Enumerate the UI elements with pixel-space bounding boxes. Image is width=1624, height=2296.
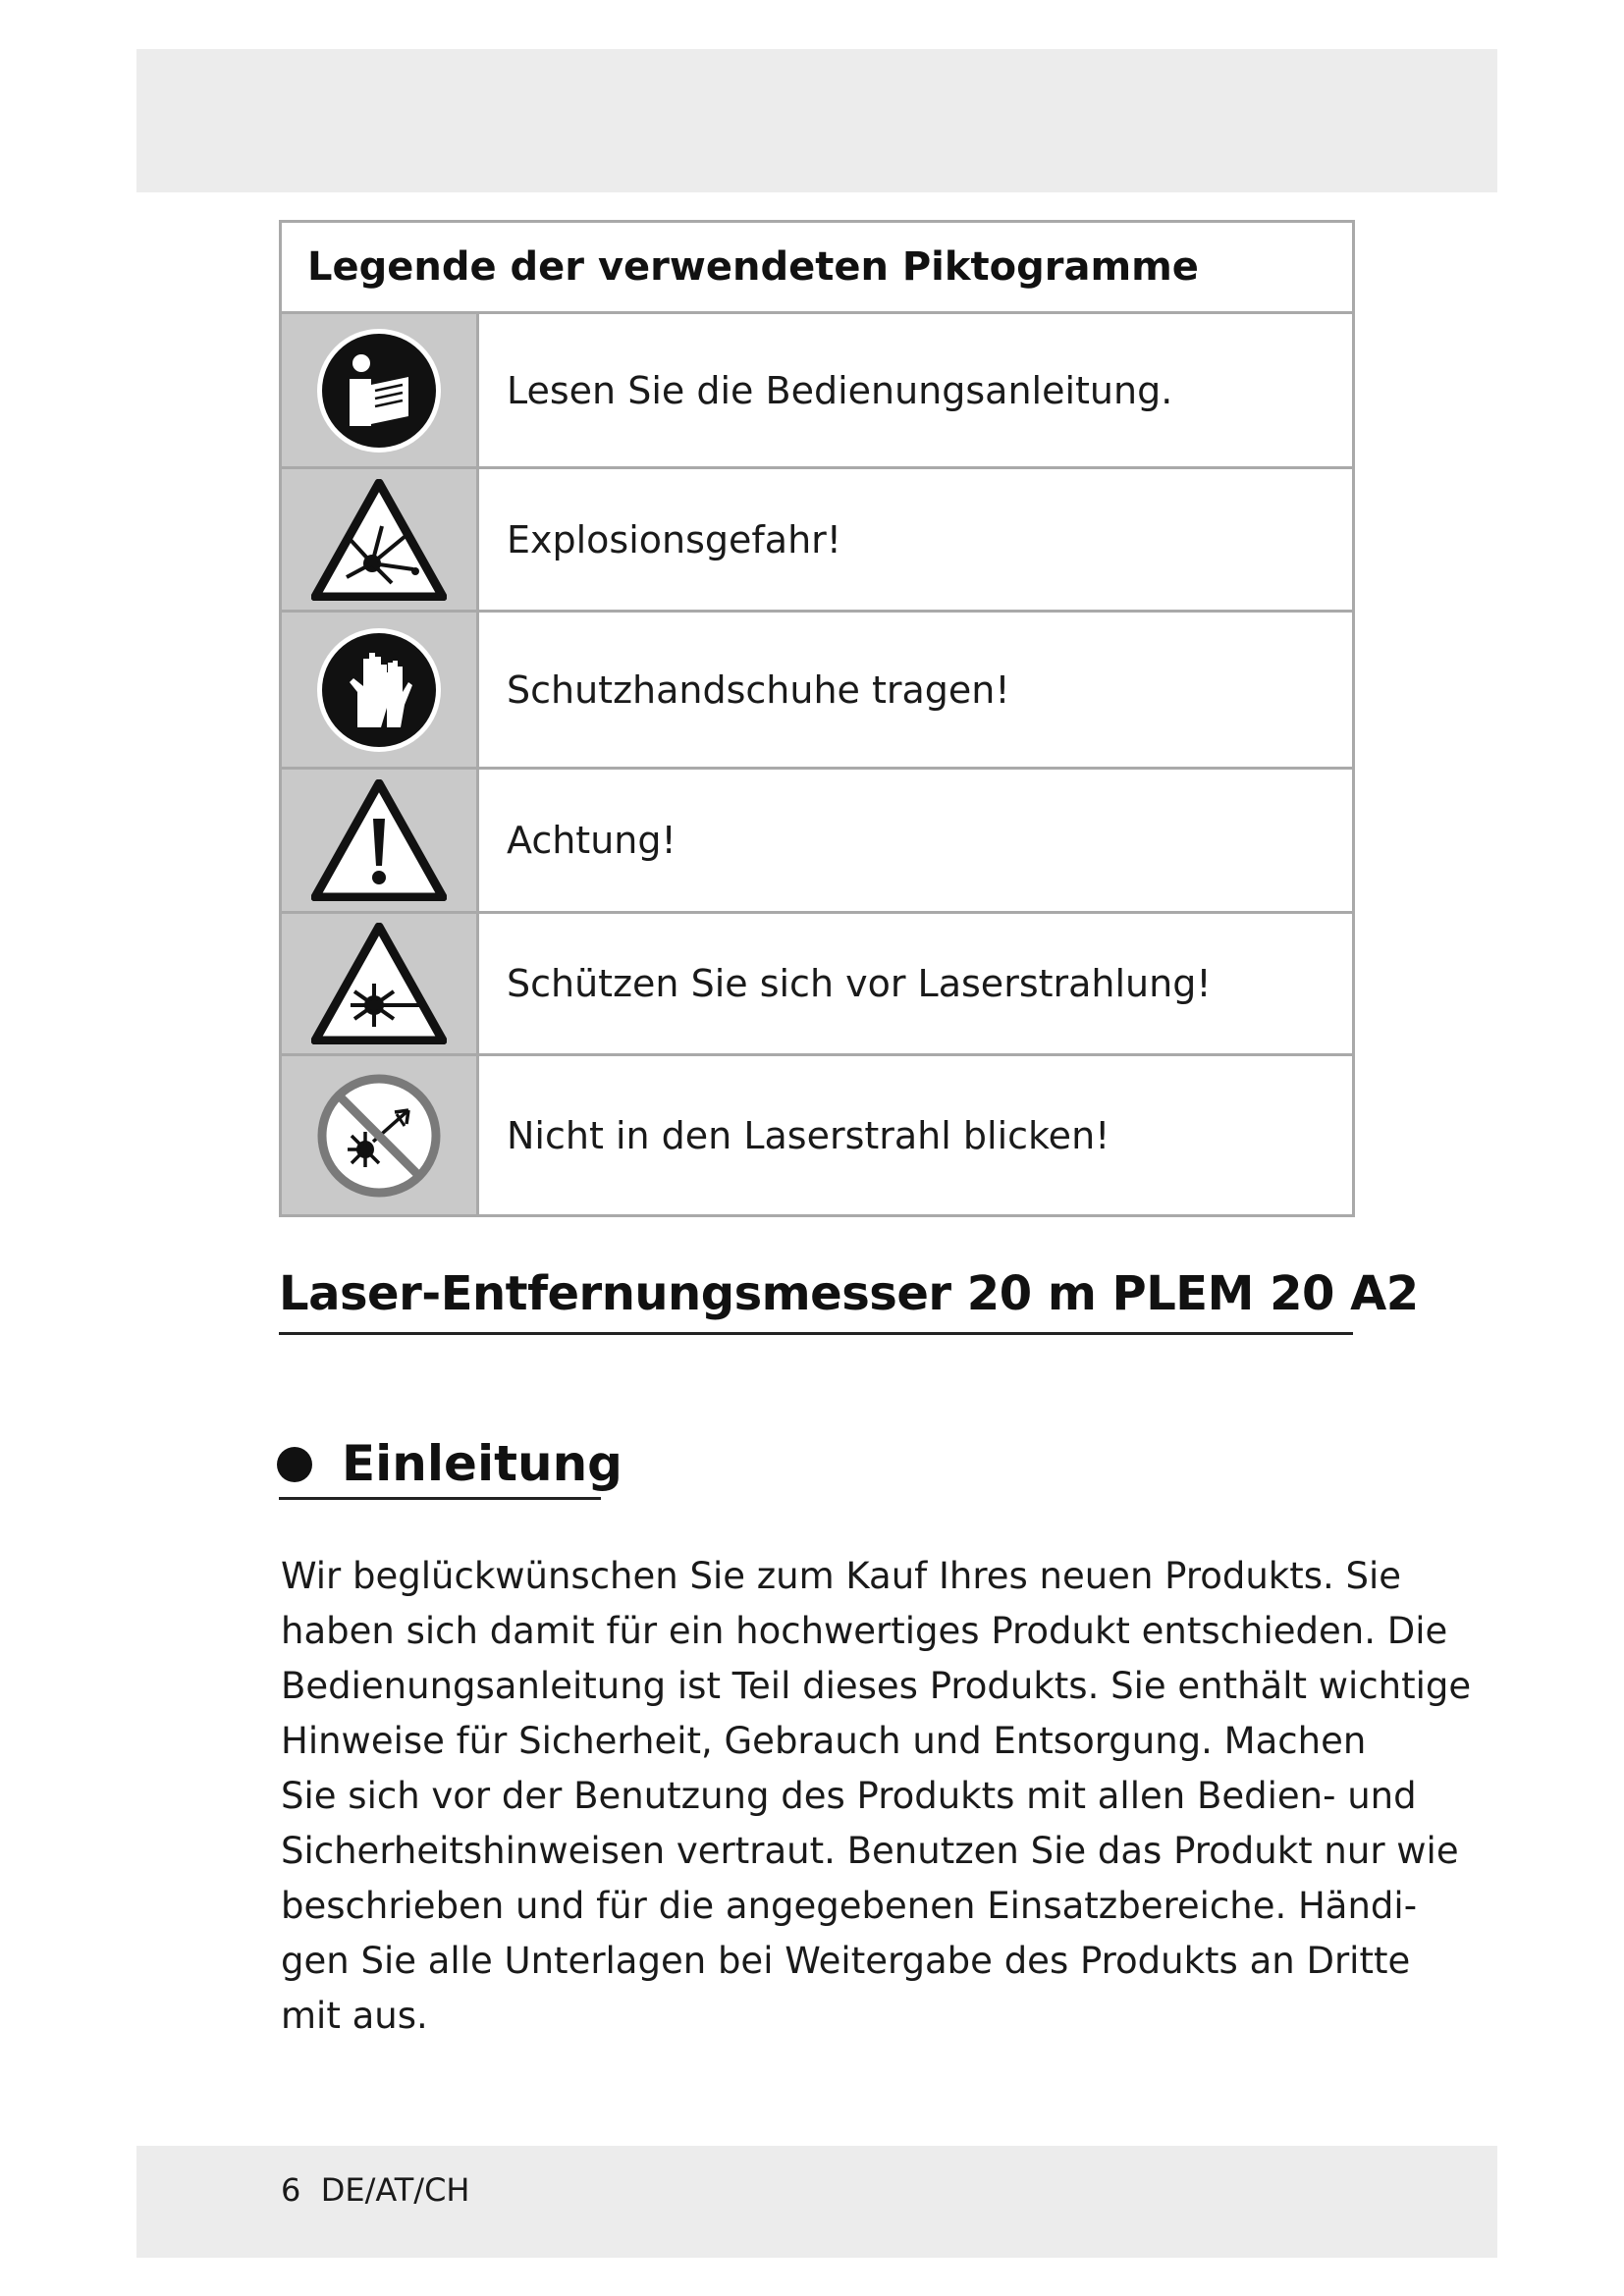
legend-row	[281, 769, 1354, 913]
product-title-underline	[279, 1332, 1353, 1335]
legend-row	[281, 913, 1354, 1055]
protective-gloves-icon	[281, 612, 478, 769]
product-title: Laser-Entfernungsmesser 20 m PLEM 20 A2	[279, 1266, 1419, 1321]
legend-text: Lesen Sie die Bedienungsanleitung.	[478, 313, 1354, 468]
legend-row	[281, 468, 1354, 612]
legend-header-row	[281, 222, 1354, 313]
intro-paragraph	[281, 1549, 1472, 2044]
read-manual-icon	[281, 313, 478, 468]
intro-line: Bedienungsanleitung ist Teil dieses Produkts. Sie enthält wichtige	[281, 1665, 1472, 1707]
region-label: DE/AT/CH	[320, 2171, 470, 2209]
intro-line: Wir beglückwünschen Sie zum Kauf Ihres neuen Produkts. Sie	[281, 1555, 1402, 1597]
pictogram-legend-table	[279, 220, 1355, 1217]
no-laser-stare-icon	[281, 1055, 478, 1216]
legend-row	[281, 313, 1354, 468]
legend-text: Achtung!	[478, 769, 1354, 913]
legend-text: Explosionsgefahr!	[478, 468, 1354, 612]
page-footer	[281, 2171, 469, 2209]
intro-line: gen Sie alle Unterlagen bei Weitergabe des Produkts an Dritte	[281, 1940, 1411, 1982]
laser-warning-icon	[281, 913, 478, 1055]
intro-line: Hinweise für Sicherheit, Gebrauch und Entsorgung. Machen	[281, 1720, 1367, 1762]
section-heading-underline	[279, 1497, 601, 1500]
intro-line: mit aus.	[281, 1995, 428, 2037]
legend-row	[281, 1055, 1354, 1216]
page-number: 6	[281, 2171, 301, 2209]
legend-text: Nicht in den Laserstrahl blicken!	[478, 1055, 1354, 1216]
intro-line: Sie sich vor der Benutzung des Produkts mit allen Bedien- und	[281, 1775, 1417, 1817]
intro-line: Sicherheitshinweisen vertraut. Benutzen Sie das Produkt nur wie	[281, 1830, 1459, 1872]
explosion-warning-icon	[281, 468, 478, 612]
legend-text: Schützen Sie sich vor Laserstrahlung!	[478, 913, 1354, 1055]
header-band	[136, 49, 1497, 192]
intro-line: beschrieben und für die angegebenen Einsatzbereiche. Händi-	[281, 1885, 1418, 1927]
bullet-icon	[277, 1447, 312, 1482]
general-warning-icon	[281, 769, 478, 913]
section-heading: Einleitung	[342, 1435, 623, 1492]
legend-text: Schutzhandschuhe tragen!	[478, 612, 1354, 769]
legend-row	[281, 612, 1354, 769]
legend-title: Legende der verwendeten Piktogramme	[281, 222, 1354, 313]
intro-line: haben sich damit für ein hochwertiges Produkt entschieden. Die	[281, 1610, 1448, 1652]
